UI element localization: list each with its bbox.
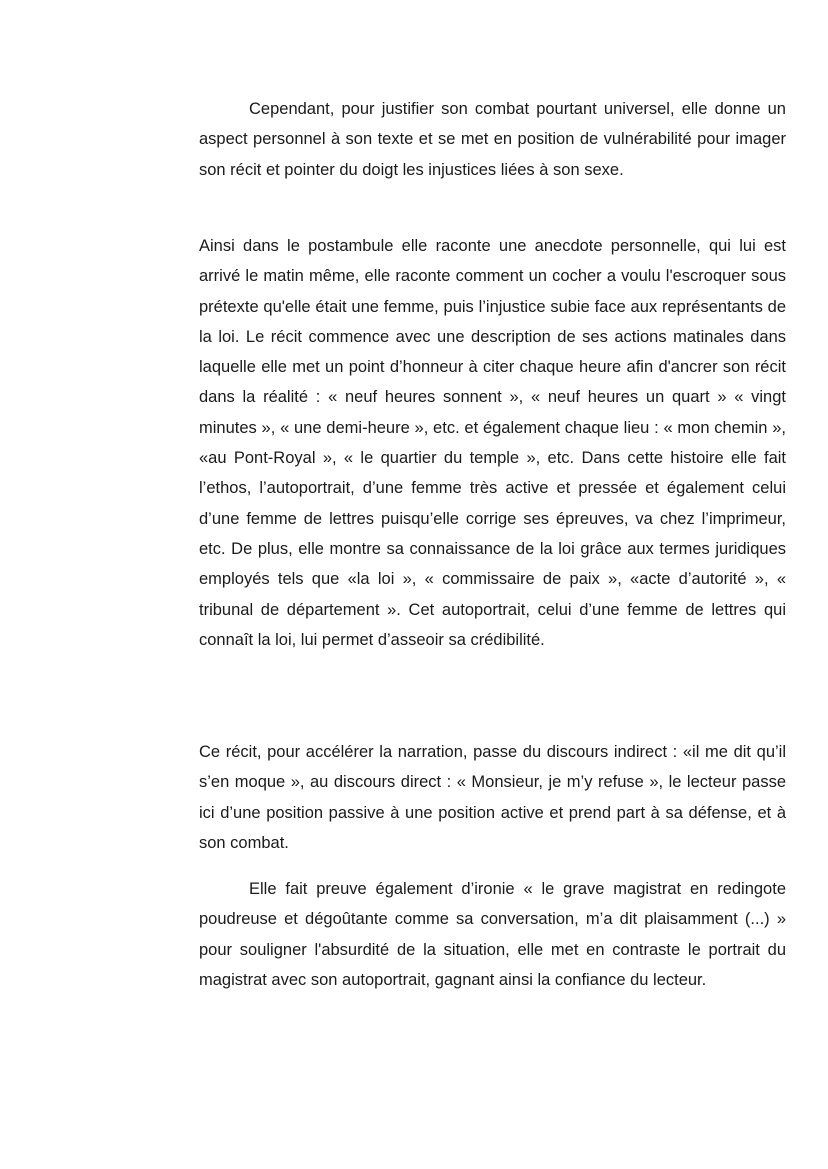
paragraph-text: Ainsi dans le postambule elle raconte une anecdote personnelle, qui lui est arrivé le matin même, elle raconte comment un cocher a voulu l'escroquer sous prétexte qu'elle était une femme, puis l’injustice subie face aux représentants de la loi. Le récit commence avec une description de ses actions matinales dans laquelle elle met un point d’honneur à citer chaque heure afin d'ancrer son récit dans la réalité : « neuf heures sonnent », « neuf heures un quart » « vingt minutes », « une demi-heure », etc. et également chaque lieu : « mon chemin », «au Pont-Royal », « le quartier du temple », etc. Dans cette histoire elle fait l’ethos, l’autoportrait, d’une femme très active et pressée et également celui d’une femme de lettres puisqu’elle corrige ses épreuves, va chez l’imprimeur, etc. De plus, elle montre sa connaissance de la loi grâce aux termes juridiques employés tels que «la loi », « commissaire de paix », «acte d’autorité », « tribunal de département ». Cet autoportrait, celui d’une femme de lettres qui connaît la loi, lui permet d’asseoir sa crédibilité.	[199, 237, 786, 649]
paragraph-4	[199, 874, 786, 995]
paragraph-text: Elle fait preuve également d’ironie « le grave magistrat en redingote poudreuse et dégoûtante comme sa conversation, m’a dit plaisamment (...) » pour souligner l'absurdité de la situation, elle met en contraste le portrait du magistrat avec son autoportrait, gagnant ainsi la confiance du lecteur.	[199, 880, 786, 989]
paragraph-text: Ce récit, pour accélérer la narration, passe du discours indirect : «il me dit qu’il s’en moque », au discours direct : « Monsieur, je m’y refuse », le lecteur passe ici d’une position passive à une position active et prend part à sa défense, et à son combat.	[199, 743, 786, 852]
paragraph-text: Cependant, pour justifier son combat pourtant universel, elle donne un aspect personnel à son texte et se met en position de vulnérabilité pour imager son récit et pointer du doigt les injustices liées à son sexe.	[199, 100, 786, 179]
paragraph-3	[199, 737, 786, 858]
paragraph-1	[199, 94, 786, 185]
paragraph-2	[199, 231, 786, 655]
